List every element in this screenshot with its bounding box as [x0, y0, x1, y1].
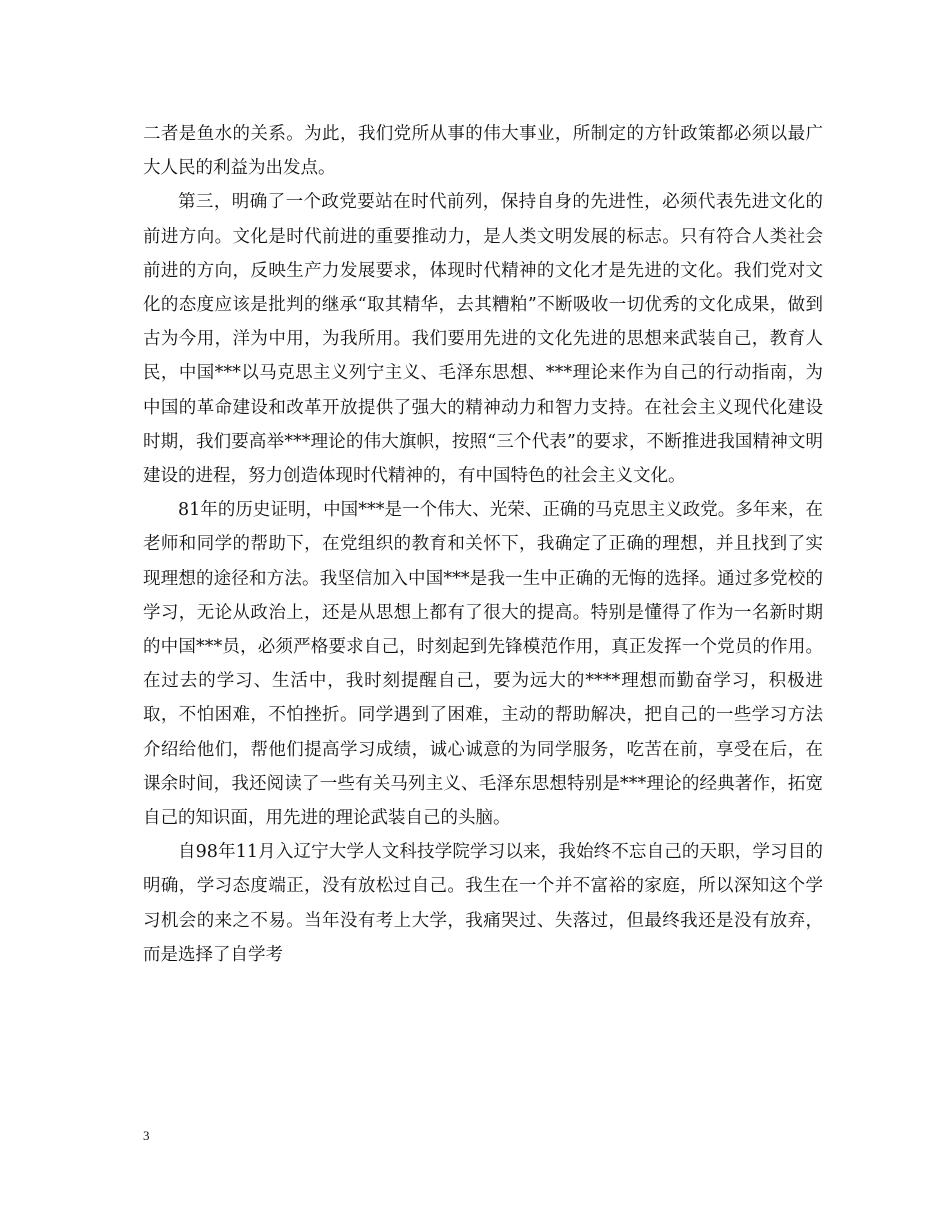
- body-text: [143, 117, 823, 972]
- paragraph-history: 81年的历史证明，中国***是一个伟大、光荣、正确的马克思主义政党。多年来，在老师和同学的帮助下，在党组织的教育和关怀下，我确定了正确的理想，并且找到了实现理想的途径和方法。我坚信加入中国***是我一生中正确的无悔的选择。通过多党校的学习，无论从政治上，还是从思想上都有了很大的提高。特别是懂得了作为一名新时期的中国***员，必须严格要求自己，时刻起到先锋模范作用，真正发挥一个党员的作用。在过去的学习、生活中，我时刻提醒自己，要为远大的****理想而勤奋学习，积极进取，不怕困难，不怕挫折。同学遇到了困难，主动的帮助解决，把自己的一些学习方法介绍给他们，帮他们提高学习成绩，诚心诚意的为同学服务，吃苦在前，享受在后，在课余时间，我还阅读了一些有关马列主义、毛泽东思想特别是***理论的经典著作，拓宽自己的知识面，用先进的理论武装自己的头脑。: [143, 500, 823, 829]
- page-number: 3: [143, 1128, 150, 1143]
- paragraph-study: 自98年11月入辽宁大学人文科技学院学习以来，我始终不忘自己的天职，学习目的明确，学习态度端正，没有放松过自己。我生在一个并不富裕的家庭，所以深知这个学习机会的来之不易。当年没有考上大学，我痛哭过、失落过，但最终我还是没有放弃，而是选择了自学考: [143, 842, 823, 965]
- paragraph-continuation: 二者是鱼水的关系。为此，我们党所从事的伟大事业，所制定的方针政策都必须以最广大人民的利益为出发点。: [143, 124, 823, 179]
- paragraph-third-point: 第三，明确了一个政党要站在时代前列，保持自身的先进性，必须代表先进文化的前进方向。文化是时代前进的重要推动力，是人类文明发展的标志。只有符合人类社会前进的方向，反映生产力发展要求，体现时代精神的文化才是先进的文化。我们党对文化的态度应该是批判的继承“取其精华，去其糟粕”不断吸收一切优秀的文化成果，做到古为今用，洋为中用，为我所用。我们要用先进的文化先进的思想来武装自己，教育人民，中国***以马克思主义列宁主义、毛泽东思想、***理论来作为自己的行动指南，为中国的革命建设和改革开放提供了强大的精神动力和智力支持。在社会主义现代化建设时期，我们要高举***理论的伟大旗帜，按照“三个代表”的要求，不断推进我国精神文明建设的进程，努力创造体现时代精神的，有中国特色的社会主义文化。: [143, 192, 823, 487]
